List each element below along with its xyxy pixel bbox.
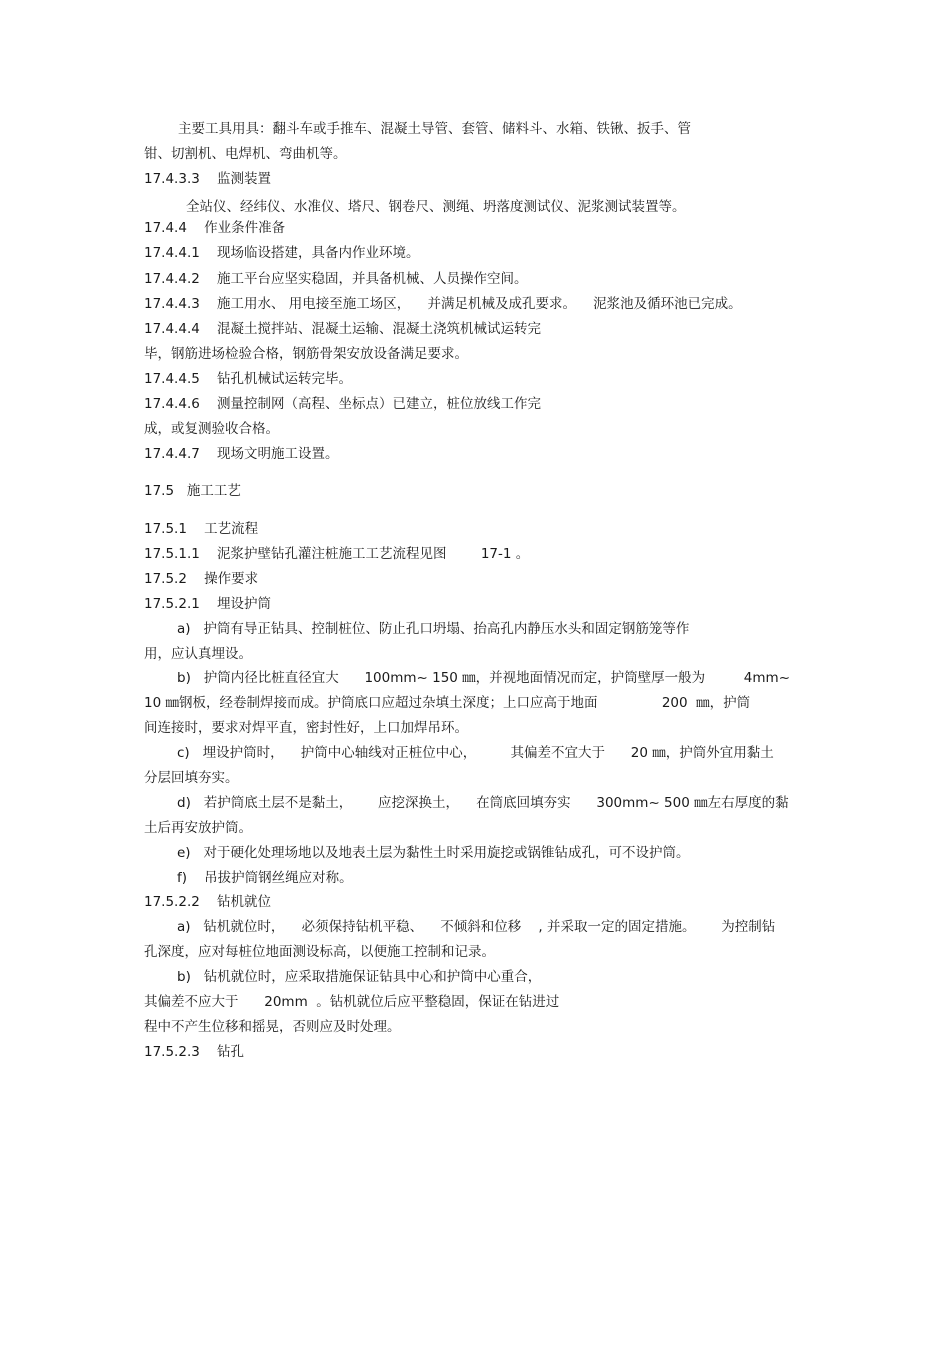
text-line: 用，应认真埋设。 [144, 646, 252, 662]
text-line: 土后再安放护筒。 [144, 820, 252, 836]
text-line: c) 埋设护筒时， 护筒中心轴线对正桩位中心， 其偏差不宜大于 20 ㎜，护筒外宜用黏土 [177, 745, 774, 761]
section-heading: 17.5.2.1 埋设护筒 [144, 596, 271, 612]
text-line: 孔深度，应对每桩位地面测设标高，以便施工控制和记录。 [144, 944, 495, 960]
text-line: a) 钻机就位时， 必须保持钻机平稳、 不倾斜和位移 , 并采取一定的固定措施。 为控制钻 [177, 919, 776, 935]
text-line: 程中不产生位移和摇晃，否则应及时处理。 [144, 1019, 401, 1035]
text-line: b) 钻机就位时，应采取措施保证钻具中心和护筒中心重合， [177, 969, 542, 985]
text-line: 毕，钢筋进场检验合格，钢筋骨架安放设备满足要求。 [144, 346, 468, 362]
text-line: d) 若护筒底土层不是黏土， 应挖深换土， 在筒底回填夯实 300mm~ 500 ㎜左右厚度的黏 [177, 795, 789, 811]
text-line: b) 护筒内径比桩直径宜大 100mm~ 150 ㎜，并视地面情况而定，护筒壁厚一般为 4mm~ [177, 670, 791, 686]
text-line: 17.4.4.3 施工用水、 用电接至施工场区， 并满足机械及成孔要求。 泥浆池及循环池已完成。 [144, 296, 742, 312]
text-line: a) 护筒有导正钻具、控制桩位、防止孔口坍塌、抬高孔内静压水头和固定钢筋笼等作 [177, 621, 690, 637]
text-line: 其偏差不应大于 20mm 。钻机就位后应平整稳固，保证在钻进过 [144, 994, 560, 1010]
section-heading: 17.4.3.3 监测装置 [144, 171, 271, 187]
section-heading: 17.5.2.2 钻机就位 [144, 894, 271, 910]
text-line: 17.4.4.1 现场临设搭建，具备内作业环境。 [144, 245, 420, 261]
text-line: 成，或复测验收合格。 [144, 421, 279, 437]
text-line: 17.4.4.4 混凝土搅拌站、混凝土运输、混凝土浇筑机械试运转完 [144, 321, 541, 337]
section-heading: 17.5 施工工艺 [144, 483, 241, 499]
section-heading: 17.5.2 操作要求 [144, 571, 259, 587]
text-line: f) 吊拔护筒钢丝绳应对称。 [177, 870, 353, 886]
section-heading: 17.5.2.3 钻孔 [144, 1044, 244, 1060]
text-line: 全站仪、经纬仪、水准仪、塔尺、钢卷尺、测绳、坍落度测试仪、泥浆测试装置等。 [186, 199, 686, 215]
section-heading: 17.4.4 作业条件准备 [144, 220, 286, 236]
text-line: 间连接时，要求对焊平直，密封性好，上口加焊吊环。 [144, 720, 468, 736]
text-line: 17.4.4.6 测量控制网（高程、坐标点）已建立，桩位放线工作完 [144, 396, 541, 412]
text-line: 分层回填夯实。 [144, 770, 239, 786]
text-line: 钳、切割机、电焊机、弯曲机等。 [144, 146, 347, 162]
text-line: 17.4.4.7 现场文明施工设置。 [144, 446, 339, 462]
text-line: 主要工具用具：翻斗车或手推车、混凝土导管、套管、储料斗、水箱、铁锹、扳手、管 [178, 121, 691, 137]
section-heading: 17.5.1 工艺流程 [144, 521, 259, 537]
text-line: 10 ㎜钢板，经卷制焊接而成。护筒底口应超过杂填土深度；上口应高于地面 200 ㎜，护筒 [144, 695, 751, 711]
text-line: e) 对于硬化处理场地以及地表土层为黏性土时采用旋挖或锅锥钻成孔，可不设护筒。 [177, 845, 690, 861]
text-line: 17.4.4.2 施工平台应坚实稳固，并具备机械、人员操作空间。 [144, 271, 528, 287]
text-line: 17.5.1.1 泥浆护壁钻孔灌注桩施工工艺流程见图 17-1 。 [144, 546, 530, 562]
text-line: 17.4.4.5 钻孔机械试运转完毕。 [144, 371, 352, 387]
